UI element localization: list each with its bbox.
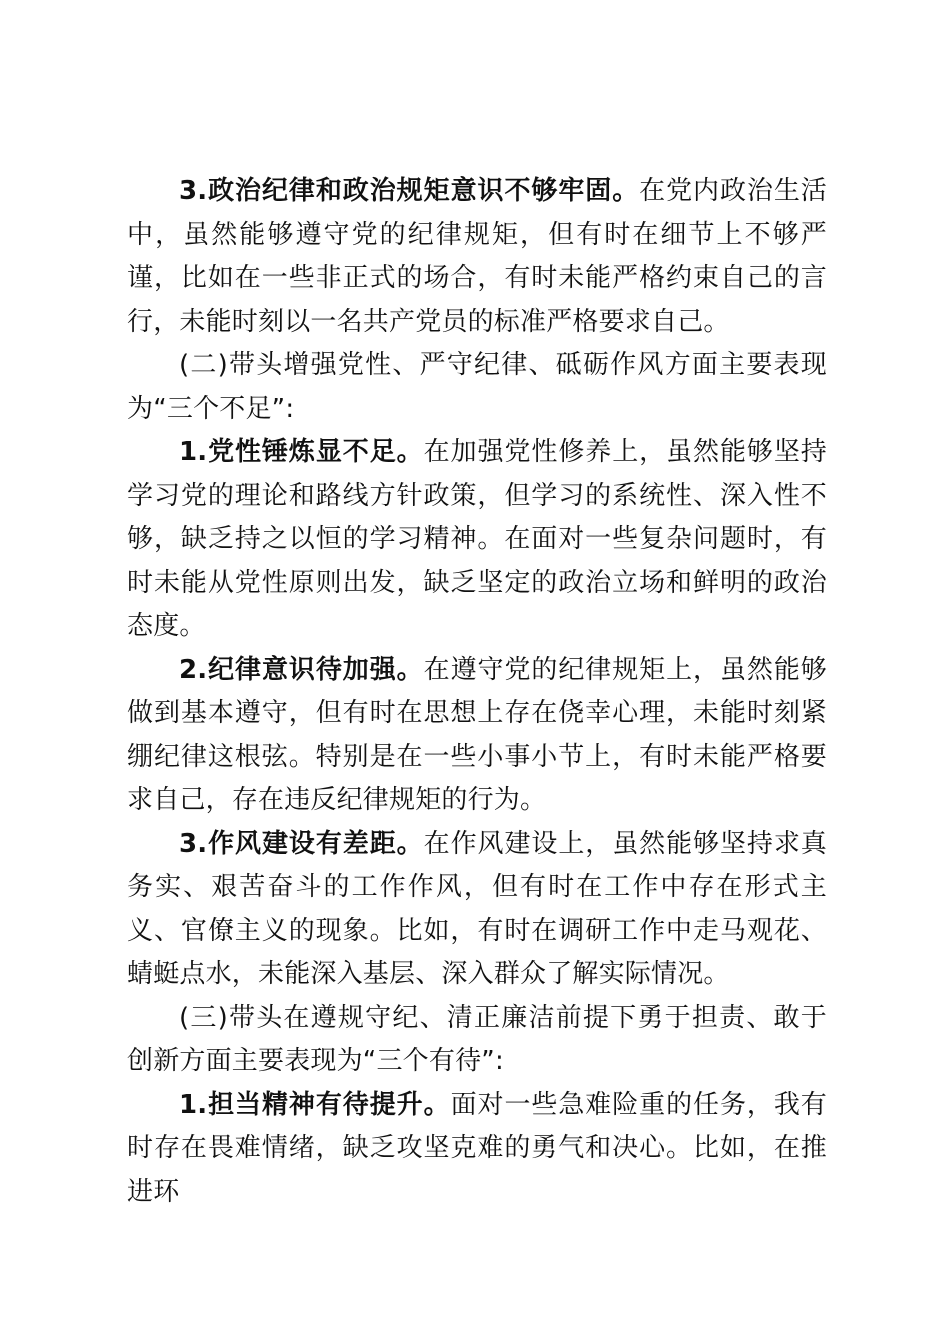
paragraph-text: 在遵守党的纪律规矩上，虽然能够做到基本遵守，但有时在思想上存在侥幸心理，未能时刻紧绷纪律这根弦。特别是在一些小事小节上，有时未能严格要求自己，存在违反纪律规矩的行为。: [127, 654, 827, 815]
paragraph-heading: 3.作风建设有差距。: [179, 828, 424, 859]
paragraph-heading: 1.党性锤炼显不足。: [179, 437, 424, 467]
paragraph-heading: 1.担当精神有待提升。: [179, 1089, 451, 1120]
paragraph-discipline-awareness: [127, 649, 827, 823]
paragraph-heading: 3.政治纪律和政治规矩意识不够牢固。: [179, 176, 640, 206]
paragraph-party-spirit: [127, 431, 827, 649]
document-body: [127, 170, 827, 1214]
section-heading-text: (二)带头增强党性、严守纪律、砥砺作风方面主要表现为“三个不足”:: [127, 350, 827, 424]
paragraph-text: 在作风建设上，虽然能够坚持求真务实、艰苦奋斗的工作作风，但有时在工作中存在形式主义、官僚主义的现象。比如，有时在调研工作中走马观花、蜻蜓点水，未能深入基层、深入群众了解实际情况。: [127, 828, 827, 989]
section-heading-text: (三)带头在遵规守纪、清正廉洁前提下勇于担责、敢于创新方面主要表现为“三个有待”:: [127, 1002, 827, 1076]
paragraph-text: 在党内政治生活中，虽然能够遵守党的纪律规矩，但有时在细节上不够严谨，比如在一些非正式的场合，有时未能严格约束自己的言行，未能时刻以一名共产党员的标准严格要求自己。: [127, 176, 827, 337]
paragraph-text: 面对一些急难险重的任务，我有时存在畏难情绪，缺乏攻坚克难的勇气和决心。比如，在推进环: [127, 1089, 827, 1207]
paragraph-responsibility: [127, 1084, 827, 1215]
paragraph-work-style: [127, 823, 827, 997]
paragraph-political-discipline: [127, 170, 827, 344]
paragraph-heading: 2.纪律意识待加强。: [179, 654, 424, 685]
section-heading-two: [127, 344, 827, 431]
paragraph-text: 在加强党性修养上，虽然能够坚持学习党的理论和路线方针政策，但学习的系统性、深入性不够，缺乏持之以恒的学习精神。在面对一些复杂问题时，有时未能从党性原则出发，缺乏坚定的政治立场和鲜明的政治态度。: [127, 437, 827, 641]
section-heading-three: [127, 997, 827, 1084]
